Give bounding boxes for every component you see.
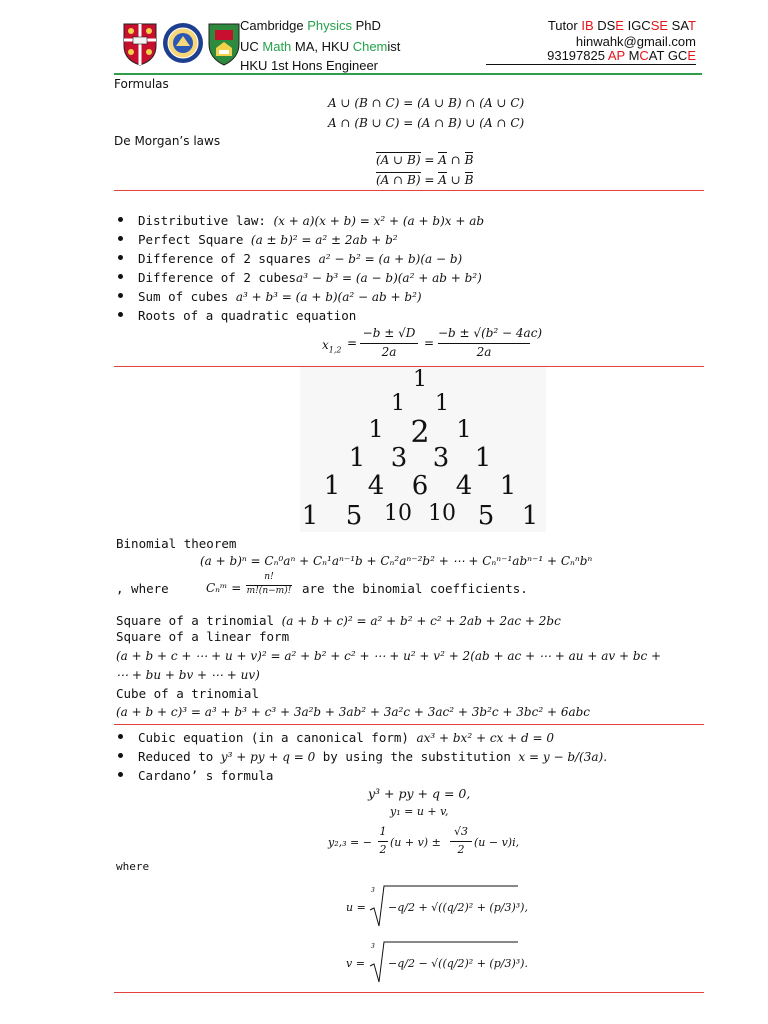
bullet-dot <box>118 293 123 298</box>
bullet-math: ax³ + bx² + cx + d = 0 <box>416 731 554 745</box>
pascal-number: 1 <box>368 415 384 443</box>
cube-trinomial-formula: (a + b + c)³ = a³ + b³ + c³ + 3a²b + 3ab² + 3a²c + 3ac² + 3b²c + 3bc² + 6abc <box>116 705 591 719</box>
bullet-item <box>138 210 484 229</box>
section-divider-1 <box>114 190 704 191</box>
where-text: , where <box>116 581 169 596</box>
linear-form-line-1: (a + b + c + ⋯ + u + v)² = a² + b² + c² + ⋯ + u² + v² + 2(ab + ac + ⋯ + au + av + bc + <box>116 649 662 663</box>
dm1-b: B <box>464 153 474 167</box>
sq-math: (a + b + c)² = a² + b² + c² + 2ab + 2ac + 2bc <box>281 614 561 628</box>
dm2-lhs: (A ∩ B) <box>376 173 421 187</box>
header-text: IGC <box>623 18 651 33</box>
pascal-number: 1 <box>323 471 341 501</box>
bullet-dot <box>118 236 123 241</box>
header-text: 93197825 <box>547 48 608 63</box>
pascal-triangle <box>300 367 546 532</box>
bullet-dot <box>118 274 123 279</box>
bullet-dot <box>118 734 123 739</box>
pascal-number: 1 <box>474 443 492 473</box>
bullet-item <box>138 229 398 248</box>
header-text: PhD <box>352 18 381 33</box>
v-body: −q/2 − √((q/2)² + (p/3)³). <box>388 957 528 970</box>
bullet-text: Distributive law: <box>138 213 274 228</box>
header-text-accent: E <box>615 18 624 33</box>
eq3-f1-den: 2 <box>379 843 387 856</box>
de-morgan-law-1 <box>376 152 473 167</box>
header-text-accent: A <box>607 48 617 63</box>
pascal-number: 1 <box>413 367 427 392</box>
bullet-item <box>138 267 482 286</box>
bullet-dot <box>118 753 123 758</box>
header-email[interactable]: hinwahk@gmail.com <box>575 34 696 49</box>
pascal-number: 3 <box>432 443 450 473</box>
frac-den: m!(n−m)! <box>246 586 292 596</box>
pascal-number: 1 <box>435 391 449 416</box>
header-text-accent: S <box>650 18 660 33</box>
dm2-eq: = <box>420 173 439 187</box>
bullet-text: by using the substitution <box>315 749 519 764</box>
bullet-item <box>138 746 607 765</box>
header-text: ist <box>387 39 401 54</box>
u-body: −q/2 + √((q/2)² + (p/3)³), <box>388 901 528 914</box>
header-text: UC <box>240 39 263 54</box>
de-morgan-label: De Morgan’s laws <box>114 134 221 148</box>
pascal-number: 1 <box>391 391 405 416</box>
bullet-math: a² − b² = (a + b)(a − b) <box>318 252 463 266</box>
bullet-text: Difference of 2 cubes <box>138 270 297 285</box>
bullet-text: Roots of a quadratic equation <box>138 308 357 323</box>
header-text: DS <box>593 18 616 33</box>
pascal-number: 1 <box>301 501 319 531</box>
header-text-accent: T <box>688 18 696 33</box>
quad-eq: = <box>347 336 358 350</box>
bullet-item <box>138 248 462 267</box>
bullet-dot <box>118 772 123 777</box>
header-text-accent: E <box>659 18 669 33</box>
header-text-accent: Math <box>262 39 292 54</box>
cube-trinomial-label: Cube of a trinomial <box>116 686 259 701</box>
bullet-math: y³ + py + q = 0 <box>220 750 316 764</box>
cardano-eq-1: y³ + py + q = 0, <box>368 786 471 801</box>
linear-form-line-2: ⋯ + bu + bv + ⋯ + uv) <box>116 668 260 682</box>
bullet-text: Reduced to <box>138 749 221 764</box>
bullet-text: Cardano’ s formula <box>138 768 274 783</box>
header-text: SA <box>668 18 689 33</box>
header-text-accent: Physics <box>307 18 352 33</box>
bullet-math: (a ± b)² = a² ± 2ab + b² <box>250 233 398 247</box>
header-divider <box>114 73 702 75</box>
bullet-dot <box>118 255 123 260</box>
binomial-label: Binomial theorem <box>116 536 237 551</box>
set-distributive-law-2: A ∩ (B ∪ C) = (A ∩ B) ∪ (A ∩ C) <box>328 116 525 130</box>
quad-lhs-sub: 1,2 <box>328 345 342 355</box>
header-left-line-3: HKU 1st Hons Engineer <box>240 58 379 73</box>
cambridge-crest-logo <box>122 22 158 66</box>
v-lhs: v = <box>346 957 365 970</box>
header-text-accent: E <box>687 48 696 63</box>
bullet-text: Sum of cubes <box>138 289 236 304</box>
bullet-math: (x + a)(x + b) = x² + (a + b)x + ab <box>273 214 485 228</box>
pascal-number: 10 <box>428 501 456 526</box>
header-text-accent: C <box>639 48 649 63</box>
bullet-dot <box>118 217 123 222</box>
bullet-item <box>138 727 554 746</box>
dm2-op: ∪ <box>446 173 465 187</box>
bullet-item <box>138 765 273 784</box>
quad-num2: −b ± √(b² − 4ac) <box>438 326 543 340</box>
bullet-math: a³ + b³ = (a + b)(a² − ab + b²) <box>235 290 422 304</box>
header-right-line-3 <box>547 46 696 65</box>
where-post-text: are the binomial coefficients. <box>302 581 528 596</box>
bullet-text: Perfect Square <box>138 232 251 247</box>
header-text: MA, HKU <box>291 39 353 54</box>
pascal-number: 4 <box>455 471 473 501</box>
de-morgan-law-2 <box>376 172 473 187</box>
header-text: AT GC <box>648 48 688 63</box>
pascal-number: 10 <box>384 501 412 526</box>
binomial-coefficient-line <box>116 574 676 600</box>
cnm-symbol: Cₙᵐ = <box>206 581 242 595</box>
linear-form-label: Square of a linear form <box>116 629 290 644</box>
square-trinomial <box>116 610 561 629</box>
bullet-text: Cubic equation (in a canonical form) <box>138 730 417 745</box>
header-text: Tutor <box>547 18 582 33</box>
pascal-number: 1 <box>521 501 539 531</box>
bullet-text: Difference of 2 squares <box>138 251 319 266</box>
quad-lhs: x <box>322 338 329 352</box>
svg-text:3: 3 <box>371 943 375 950</box>
section-divider-3 <box>114 724 704 725</box>
dm1-eq: = <box>420 153 439 167</box>
quad-num1: −b ± √D <box>362 326 416 340</box>
header-text-accent: P <box>616 48 625 63</box>
quad-den1: 2a <box>381 345 397 359</box>
bullet-math: x = y − b/(3a). <box>518 750 608 764</box>
header-text-accent: I <box>581 18 585 33</box>
quad-eq2: = <box>424 336 435 350</box>
formulas-label: Formulas <box>114 77 169 91</box>
dm1-a: A <box>438 153 447 167</box>
cardano-u <box>346 884 528 928</box>
cardano-v <box>346 940 528 984</box>
eq3-f1-num: 1 <box>379 825 387 838</box>
header-left-line-1 <box>240 16 381 35</box>
cardano-eq-2: y₁ = u + v, <box>390 805 449 818</box>
frac-num: n! <box>264 572 274 582</box>
pascal-number: 1 <box>499 471 517 501</box>
header-left-line-2 <box>240 37 400 56</box>
header-text: M <box>624 48 640 63</box>
pascal-number: 2 <box>410 415 430 450</box>
quad-den2: 2a <box>476 345 492 359</box>
bullet-dot <box>118 312 123 317</box>
bullet-item <box>138 286 422 305</box>
dm2-a: A <box>438 173 447 187</box>
pascal-number: 5 <box>345 501 363 531</box>
svg-text:3: 3 <box>371 887 375 894</box>
bullet-item <box>138 305 356 324</box>
pascal-number: 6 <box>411 471 429 501</box>
eq3-f2-num: √3 <box>453 825 468 838</box>
binomial-formula: (a + b)ⁿ = Cₙ⁰aⁿ + Cₙ¹aⁿ⁻¹b + Cₙ²aⁿ⁻²b² + ⋯ + Cₙⁿ⁻¹abⁿ⁻¹ + Cₙⁿbⁿ <box>200 554 593 568</box>
set-distributive-law-1: A ∪ (B ∩ C) = (A ∪ B) ∩ (A ∪ C) <box>328 96 525 110</box>
cardano-eq-3 <box>328 824 528 860</box>
eq3-lhs: y₂,₃ = − <box>328 836 372 849</box>
dm1-lhs: (A ∪ B) <box>376 153 421 167</box>
pascal-number: 5 <box>477 501 495 531</box>
eq3-f2-den: 2 <box>457 843 465 856</box>
header-text: Cambridge <box>240 18 308 33</box>
where-label: where <box>116 860 150 873</box>
bullet-math: a³ − b³ = (a − b)(a² + ab + b²) <box>296 271 482 285</box>
uc-seal-logo <box>162 22 204 64</box>
pascal-number: 1 <box>456 415 472 443</box>
eq3-mid: (u + v) ± <box>390 836 441 849</box>
eq3-end: (u − v)i, <box>474 836 520 849</box>
section-divider-4 <box>114 992 704 993</box>
u-lhs: u = <box>346 901 366 914</box>
header-text-accent: B <box>584 18 594 33</box>
dm1-op: ∩ <box>446 153 465 167</box>
header-text-accent: Chem <box>352 39 388 54</box>
pascal-number: 3 <box>390 443 408 473</box>
hku-crest-logo <box>207 22 241 66</box>
dm2-b: B <box>464 173 474 187</box>
sq-label: Square of a trinomial <box>116 613 282 628</box>
pascal-number: 1 <box>348 443 366 473</box>
pascal-number: 4 <box>367 471 385 501</box>
